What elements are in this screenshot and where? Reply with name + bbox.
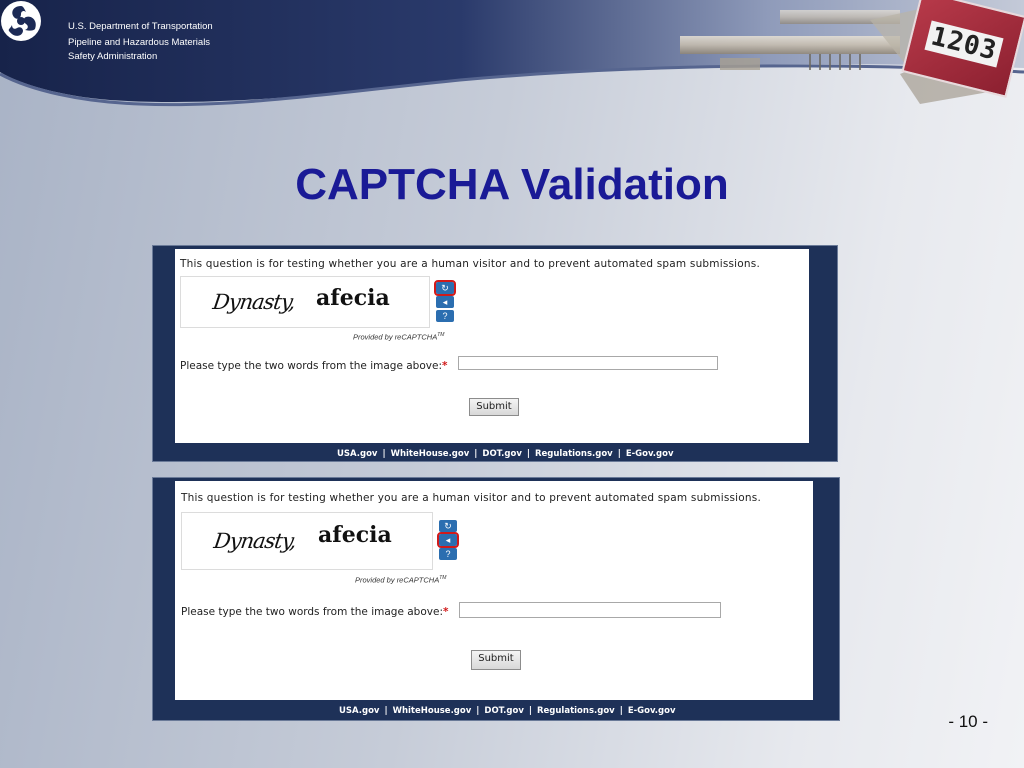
footer-link-regulations[interactable]: Regulations.gov <box>534 449 613 459</box>
refresh-icon[interactable]: ↻ <box>436 282 454 294</box>
captcha-form-1 <box>175 249 809 443</box>
captcha-prompt <box>181 606 448 618</box>
footer-link-dot[interactable]: DOT.gov <box>482 449 522 459</box>
captcha-form-2 <box>175 481 813 700</box>
captcha-screenshot-1 <box>152 245 838 462</box>
provided-by-text <box>353 332 444 342</box>
captcha-word-2: afecia <box>316 285 390 311</box>
prompt-label: Please type the two words from the image above: <box>180 360 442 372</box>
provided-by-text <box>355 575 446 585</box>
dot-triskelion-logo <box>0 0 42 42</box>
footer-links <box>337 449 674 459</box>
footer-links <box>339 706 676 716</box>
captcha-image <box>180 276 430 328</box>
agency-line-1: U.S. Department of Transportation <box>68 21 213 32</box>
audio-icon[interactable]: ◂ <box>436 296 454 308</box>
footer-separator: | <box>526 449 530 459</box>
captcha-image <box>181 512 433 570</box>
trademark: TM <box>439 575 447 581</box>
footer-separator: | <box>528 706 532 716</box>
help-icon[interactable]: ? <box>439 548 457 560</box>
page-number: - 10 - <box>948 712 988 731</box>
prompt-label: Please type the two words from the image above: <box>181 606 443 618</box>
footer-link-egov[interactable]: E-Gov.gov <box>627 706 676 716</box>
footer-link-whitehouse[interactable]: WhiteHouse.gov <box>392 706 472 716</box>
slide-title: CAPTCHA Validation <box>295 160 729 209</box>
captcha-word-1: Dynasty, <box>212 529 298 553</box>
footer-link-usa[interactable]: USA.gov <box>339 706 380 716</box>
provided-by-label: Provided by reCAPTCHA <box>353 332 438 342</box>
agency-name <box>68 20 213 64</box>
agency-line-3: Safety Administration <box>68 51 158 62</box>
captcha-screenshot-2 <box>152 477 840 721</box>
trademark: TM <box>437 332 445 338</box>
provided-by-label: Provided by reCAPTCHA <box>355 575 440 585</box>
footer-link-egov[interactable]: E-Gov.gov <box>625 449 674 459</box>
agency-line-2: Pipeline and Hazardous Materials <box>68 37 211 48</box>
footer-separator: | <box>617 449 621 459</box>
required-mark: * <box>442 606 449 618</box>
captcha-word-2: afecia <box>318 522 392 548</box>
footer-separator: | <box>619 706 623 716</box>
footer-link-dot[interactable]: DOT.gov <box>484 706 524 716</box>
footer-separator: | <box>474 449 478 459</box>
placard-number: 1203 <box>924 20 1004 67</box>
captcha-input[interactable] <box>459 602 721 618</box>
footer-separator: | <box>384 706 388 716</box>
footer-link-usa[interactable]: USA.gov <box>337 449 378 459</box>
submit-button[interactable]: Submit <box>469 398 519 416</box>
captcha-controls <box>436 282 456 324</box>
captcha-input[interactable] <box>458 356 718 370</box>
captcha-question: This question is for testing whether you are a human visitor and to prevent automated spam submissions. <box>180 258 760 270</box>
refresh-icon[interactable]: ↻ <box>439 520 457 532</box>
submit-button[interactable]: Submit <box>471 650 521 670</box>
captcha-word-1: Dynasty, <box>211 290 297 314</box>
captcha-prompt <box>180 360 447 372</box>
footer-separator: | <box>476 706 480 716</box>
footer-separator: | <box>382 449 386 459</box>
help-icon[interactable]: ? <box>436 310 454 322</box>
audio-icon[interactable]: ◂ <box>439 534 457 546</box>
required-mark: * <box>441 360 448 372</box>
captcha-question: This question is for testing whether you are a human visitor and to prevent automated spam submissions. <box>181 492 761 504</box>
header-band <box>0 0 1024 112</box>
footer-link-whitehouse[interactable]: WhiteHouse.gov <box>390 449 470 459</box>
captcha-controls <box>439 520 459 562</box>
footer-link-regulations[interactable]: Regulations.gov <box>536 706 615 716</box>
